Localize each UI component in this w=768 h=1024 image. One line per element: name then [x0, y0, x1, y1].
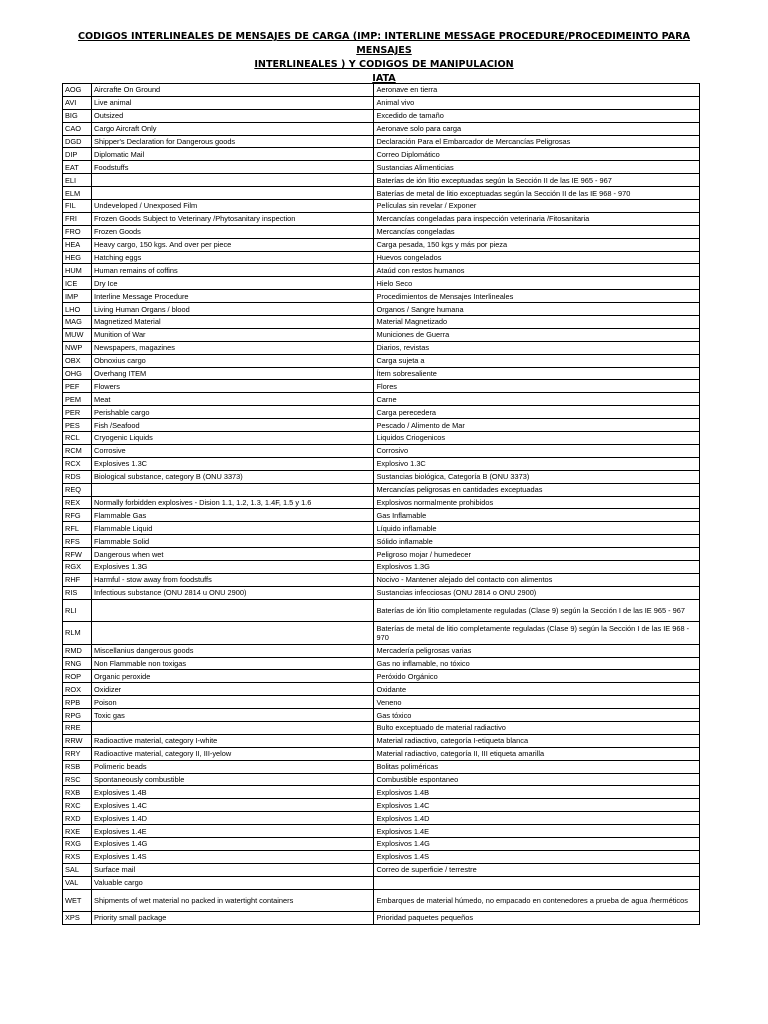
table-row: [63, 354, 700, 367]
spanish-description-cell: Sustancias biológica, Categoría B (ONU 3373): [374, 470, 700, 483]
table-row: [63, 644, 700, 657]
spanish-description-cell: Hielo Seco: [374, 277, 700, 290]
code-cell: DIP: [63, 148, 92, 161]
code-cell: ELI: [63, 174, 92, 187]
table-row: [63, 238, 700, 251]
spanish-description-cell: Combustible espontaneo: [374, 773, 700, 786]
spanish-description-cell: Declaración Para el Embarcador de Mercancías Peligrosas: [374, 135, 700, 148]
table-row: [63, 670, 700, 683]
code-cell: AVI: [63, 96, 92, 109]
code-cell: RHF: [63, 573, 92, 586]
spanish-description-cell: Mercancías congeladas para inspección veterinaria /Fitosanitaria: [374, 212, 700, 225]
table-row: [63, 212, 700, 225]
code-cell: EAT: [63, 161, 92, 174]
spanish-description-cell: Ítem sobresaliente: [374, 367, 700, 380]
english-description-cell: Polimeric beads: [92, 760, 374, 773]
code-cell: PEF: [63, 380, 92, 393]
english-description-cell: Fish /Seafood: [92, 419, 374, 432]
english-description-cell: Outsized: [92, 109, 374, 122]
english-description-cell: Dangerous when wet: [92, 548, 374, 561]
english-description-cell: Explosives 1.4E: [92, 825, 374, 838]
english-description-cell: Meat: [92, 393, 374, 406]
english-description-cell: Harmful - stow away from foodstuffs: [92, 573, 374, 586]
english-description-cell: Heavy cargo, 150 kgs. And over per piece: [92, 238, 374, 251]
code-cell: ICE: [63, 277, 92, 290]
english-description-cell: Non Flammable non toxigas: [92, 657, 374, 670]
spanish-description-cell: Ataúd con restos humanos: [374, 264, 700, 277]
spanish-description-cell: Animal vivo: [374, 96, 700, 109]
table-row: [63, 522, 700, 535]
english-description-cell: Interline Message Procedure: [92, 290, 374, 303]
code-cell: RPB: [63, 696, 92, 709]
spanish-description-cell: Nocivo - Mantener alejado del contacto con alimentos: [374, 573, 700, 586]
table-row: [63, 657, 700, 670]
code-cell: RLI: [63, 599, 92, 622]
table-row: [63, 277, 700, 290]
spanish-description-cell: Líquido inflamable: [374, 522, 700, 535]
table-row: [63, 96, 700, 109]
code-cell: BIG: [63, 109, 92, 122]
english-description-cell: Valuable cargo: [92, 876, 374, 889]
code-cell: WET: [63, 889, 92, 912]
table-row: [63, 912, 700, 925]
code-cell: NWP: [63, 341, 92, 354]
code-cell: RFG: [63, 509, 92, 522]
table-row: [63, 135, 700, 148]
code-cell: MUW: [63, 328, 92, 341]
spanish-description-cell: Pescado / Alimento de Mar: [374, 419, 700, 432]
spanish-description-cell: Excedido de tamaño: [374, 109, 700, 122]
english-description-cell: Flammable Liquid: [92, 522, 374, 535]
table-row: [63, 341, 700, 354]
table-row: [63, 586, 700, 599]
table-row: [63, 535, 700, 548]
spanish-description-cell: Bolitas poliméricas: [374, 760, 700, 773]
table-row: [63, 432, 700, 445]
code-cell: XPS: [63, 912, 92, 925]
spanish-description-cell: Explosivos 1.4E: [374, 825, 700, 838]
spanish-description-cell: Peligroso mojar / humedecer: [374, 548, 700, 561]
table-row: [63, 721, 700, 734]
spanish-description-cell: Baterías de ión litio completamente reguladas (Clase 9) según la Sección I de las IE 965 - 967: [374, 599, 700, 622]
code-cell: RXS: [63, 850, 92, 863]
english-description-cell: Explosives 1.4B: [92, 786, 374, 799]
english-description-cell: Frozen Goods Subject to Veterinary /Phytosanitary inspection: [92, 212, 374, 225]
english-description-cell: Surface mail: [92, 863, 374, 876]
spanish-description-cell: Correo de superficie / terrestre: [374, 863, 700, 876]
table-row: [63, 483, 700, 496]
spanish-description-cell: Carga pesada, 150 kgs y más por pieza: [374, 238, 700, 251]
english-description-cell: [92, 599, 374, 622]
spanish-description-cell: Material radiactivo, categoría I-etiqueta blanca: [374, 734, 700, 747]
code-cell: DGD: [63, 135, 92, 148]
spanish-description-cell: Organos / Sangre humana: [374, 303, 700, 316]
table-row: [63, 444, 700, 457]
english-description-cell: Radioactive material, category I-white: [92, 734, 374, 747]
english-description-cell: Explosives 1.3C: [92, 457, 374, 470]
table-row: [63, 419, 700, 432]
table-row: [63, 470, 700, 483]
code-cell: RLM: [63, 622, 92, 645]
code-cell: FIL: [63, 200, 92, 213]
english-description-cell: Hatching eggs: [92, 251, 374, 264]
english-description-cell: Shipper's Declaration for Dangerous goods: [92, 135, 374, 148]
table-row: [63, 799, 700, 812]
english-description-cell: Live animal: [92, 96, 374, 109]
english-description-cell: [92, 622, 374, 645]
english-description-cell: Flowers: [92, 380, 374, 393]
table-row: [63, 773, 700, 786]
code-cell: IMP: [63, 290, 92, 303]
english-description-cell: Biological substance, category B (ONU 3373): [92, 470, 374, 483]
english-description-cell: Infectious substance (ONU 2814 u ONU 2900): [92, 586, 374, 599]
code-cell: FRO: [63, 225, 92, 238]
spanish-description-cell: Películas sin revelar / Exponer: [374, 200, 700, 213]
spanish-description-cell: Mercadería peligrosas varias: [374, 644, 700, 657]
spanish-description-cell: Baterías de ión litio exceptuadas según la Sección II de las IE 965 - 967: [374, 174, 700, 187]
table-row: [63, 393, 700, 406]
code-cell: RMD: [63, 644, 92, 657]
english-description-cell: Undeveloped / Unexposed Film: [92, 200, 374, 213]
table-row: [63, 109, 700, 122]
code-cell: CAO: [63, 122, 92, 135]
spanish-description-cell: Diarios, revistas: [374, 341, 700, 354]
table-row: [63, 148, 700, 161]
table-row: [63, 200, 700, 213]
english-description-cell: Dry Ice: [92, 277, 374, 290]
spanish-description-cell: Gas tóxico: [374, 709, 700, 722]
code-cell: MAG: [63, 316, 92, 329]
spanish-description-cell: Gas Inflamable: [374, 509, 700, 522]
code-cell: REQ: [63, 483, 92, 496]
table-row: [63, 734, 700, 747]
spanish-description-cell: Sólido inflamable: [374, 535, 700, 548]
english-description-cell: Miscellanius dangerous goods: [92, 644, 374, 657]
table-row: [63, 290, 700, 303]
table-row: [63, 747, 700, 760]
english-description-cell: Aircrafte On Ground: [92, 84, 374, 97]
spanish-description-cell: Bulto exceptuado de material radiactivo: [374, 721, 700, 734]
code-cell: VAL: [63, 876, 92, 889]
table-row: [63, 316, 700, 329]
spanish-description-cell: Baterías de metal de litio exceptuadas según la Sección II de las IE 968 - 970: [374, 187, 700, 200]
spanish-description-cell: Procedimientos de Mensajes Interlineales: [374, 290, 700, 303]
table-row: [63, 696, 700, 709]
english-description-cell: Radioactive material, category II, III-yelow: [92, 747, 374, 760]
table-row: [63, 84, 700, 97]
english-description-cell: Spontaneously combustible: [92, 773, 374, 786]
english-description-cell: Munition of War: [92, 328, 374, 341]
code-cell: RSC: [63, 773, 92, 786]
code-cell: RXB: [63, 786, 92, 799]
code-cell: RCM: [63, 444, 92, 457]
spanish-description-cell: [374, 876, 700, 889]
code-cell: RGX: [63, 560, 92, 573]
spanish-description-cell: Carga sujeta a: [374, 354, 700, 367]
english-description-cell: [92, 187, 374, 200]
table-row: [63, 251, 700, 264]
table-row: [63, 599, 700, 622]
code-cell: RRE: [63, 721, 92, 734]
english-description-cell: Diplomatic Mail: [92, 148, 374, 161]
table-row: [63, 328, 700, 341]
spanish-description-cell: Peróxido Orgánico: [374, 670, 700, 683]
english-description-cell: Newspapers, magazines: [92, 341, 374, 354]
english-description-cell: Foodstuffs: [92, 161, 374, 174]
code-cell: RCX: [63, 457, 92, 470]
spanish-description-cell: Flores: [374, 380, 700, 393]
table-row: [63, 786, 700, 799]
english-description-cell: [92, 174, 374, 187]
english-description-cell: Frozen Goods: [92, 225, 374, 238]
table-row: [63, 496, 700, 509]
code-cell: RDS: [63, 470, 92, 483]
table-row: [63, 812, 700, 825]
code-cell: PER: [63, 406, 92, 419]
spanish-description-cell: Huevos congelados: [374, 251, 700, 264]
table-row: [63, 303, 700, 316]
spanish-description-cell: Liquidos Criogenicos: [374, 432, 700, 445]
code-cell: HEA: [63, 238, 92, 251]
spanish-description-cell: Mercancías peligrosas en cantidades exceptuadas: [374, 483, 700, 496]
handling-codes-body: [63, 84, 700, 925]
spanish-description-cell: Corrosivo: [374, 444, 700, 457]
spanish-description-cell: Aeronave en tierra: [374, 84, 700, 97]
table-row: [63, 225, 700, 238]
handling-codes-table: [62, 83, 700, 925]
code-cell: AOG: [63, 84, 92, 97]
title-line-1: CODIGOS INTERLINEALES DE MENSAJES DE CARGA (IMP: INTERLINE MESSAGE PROCEDURE/PROCEDIMEINTO PARA MENSAJES: [77, 31, 691, 56]
english-description-cell: Living Human Organs / blood: [92, 303, 374, 316]
spanish-description-cell: Explosivos 1.3G: [374, 560, 700, 573]
table-row: [63, 760, 700, 773]
table-row: [63, 560, 700, 573]
code-cell: RRY: [63, 747, 92, 760]
spanish-description-cell: Explosivos 1.4S: [374, 850, 700, 863]
code-cell: HEG: [63, 251, 92, 264]
english-description-cell: Explosives 1.4C: [92, 799, 374, 812]
table-row: [63, 709, 700, 722]
spanish-description-cell: Baterías de metal de litio completamente reguladas (Clase 9) según la Sección I de las IE 968 - 970: [374, 622, 700, 645]
english-description-cell: Shipments of wet material no packed in watertight containers: [92, 889, 374, 912]
spanish-description-cell: Material Magnetizado: [374, 316, 700, 329]
table-row: [63, 367, 700, 380]
code-cell: RPG: [63, 709, 92, 722]
code-cell: OBX: [63, 354, 92, 367]
spanish-description-cell: Material radiactivo, categoría II, III etiqueta amarilla: [374, 747, 700, 760]
table-row: [63, 457, 700, 470]
code-cell: ROP: [63, 670, 92, 683]
table-row: [63, 380, 700, 393]
english-description-cell: Cryogenic Liquids: [92, 432, 374, 445]
code-cell: RSB: [63, 760, 92, 773]
spanish-description-cell: Explosivos normalmente prohibidos: [374, 496, 700, 509]
code-cell: RXC: [63, 799, 92, 812]
table-row: [63, 825, 700, 838]
code-cell: RXE: [63, 825, 92, 838]
code-cell: RIS: [63, 586, 92, 599]
spanish-description-cell: Explosivos 1.4B: [374, 786, 700, 799]
title-line-3: IATA: [372, 73, 396, 84]
code-cell: LHO: [63, 303, 92, 316]
spanish-description-cell: Municiones de Guerra: [374, 328, 700, 341]
spanish-description-cell: Prioridad paquetes pequeños: [374, 912, 700, 925]
english-description-cell: Oxidizer: [92, 683, 374, 696]
code-cell: PES: [63, 419, 92, 432]
code-cell: OHG: [63, 367, 92, 380]
code-cell: HUM: [63, 264, 92, 277]
table-row: [63, 548, 700, 561]
english-description-cell: Normally forbidden explosives - Dision 1.1, 1.2, 1.3, 1.4F, 1.5 y 1.6: [92, 496, 374, 509]
english-description-cell: Flammable Gas: [92, 509, 374, 522]
english-description-cell: Explosives 1.3G: [92, 560, 374, 573]
english-description-cell: Obnoxius cargo: [92, 354, 374, 367]
spanish-description-cell: Embarques de material húmedo, no empacado en contenedores a prueba de agua /herméticos: [374, 889, 700, 912]
code-cell: RXG: [63, 837, 92, 850]
code-cell: FRI: [63, 212, 92, 225]
english-description-cell: Corrosive: [92, 444, 374, 457]
code-cell: SAL: [63, 863, 92, 876]
spanish-description-cell: Aeronave solo para carga: [374, 122, 700, 135]
table-row: [63, 122, 700, 135]
table-row: [63, 174, 700, 187]
english-description-cell: Explosives 1.4S: [92, 850, 374, 863]
code-cell: RNG: [63, 657, 92, 670]
spanish-description-cell: Carne: [374, 393, 700, 406]
code-cell: RRW: [63, 734, 92, 747]
code-cell: PEM: [63, 393, 92, 406]
code-cell: ROX: [63, 683, 92, 696]
code-cell: REX: [63, 496, 92, 509]
spanish-description-cell: Sustancias infecciosas (ONU 2814 o ONU 2900): [374, 586, 700, 599]
spanish-description-cell: Oxidante: [374, 683, 700, 696]
spanish-description-cell: Carga perecedera: [374, 406, 700, 419]
spanish-description-cell: Explosivos 1.4D: [374, 812, 700, 825]
table-row: [63, 876, 700, 889]
spanish-description-cell: Veneno: [374, 696, 700, 709]
english-description-cell: Cargo Aircraft Only: [92, 122, 374, 135]
table-row: [63, 837, 700, 850]
table-row: [63, 889, 700, 912]
spanish-description-cell: Correo Diplomático: [374, 148, 700, 161]
english-description-cell: [92, 483, 374, 496]
english-description-cell: Explosives 1.4G: [92, 837, 374, 850]
table-row: [63, 863, 700, 876]
english-description-cell: Perishable cargo: [92, 406, 374, 419]
spanish-description-cell: Explosivos 1.4G: [374, 837, 700, 850]
english-description-cell: Overhang ITEM: [92, 367, 374, 380]
table-row: [63, 187, 700, 200]
code-cell: ELM: [63, 187, 92, 200]
spanish-description-cell: Sustancias Alimenticias: [374, 161, 700, 174]
table-row: [63, 622, 700, 645]
table-row: [63, 264, 700, 277]
english-description-cell: Toxic gas: [92, 709, 374, 722]
table-row: [63, 573, 700, 586]
english-description-cell: Explosives 1.4D: [92, 812, 374, 825]
spanish-description-cell: Gas no inflamable, no tóxico: [374, 657, 700, 670]
english-description-cell: Human remains of coffins: [92, 264, 374, 277]
table-row: [63, 850, 700, 863]
code-cell: RFS: [63, 535, 92, 548]
english-description-cell: Organic peroxide: [92, 670, 374, 683]
english-description-cell: Flammable Solid: [92, 535, 374, 548]
document-title: [60, 30, 708, 86]
code-cell: RFL: [63, 522, 92, 535]
code-cell: RXD: [63, 812, 92, 825]
table-row: [63, 406, 700, 419]
english-description-cell: Magnetized Material: [92, 316, 374, 329]
code-cell: RCL: [63, 432, 92, 445]
table-row: [63, 683, 700, 696]
spanish-description-cell: Explosivos 1.4C: [374, 799, 700, 812]
table-row: [63, 509, 700, 522]
english-description-cell: [92, 721, 374, 734]
spanish-description-cell: Mercancías congeladas: [374, 225, 700, 238]
english-description-cell: Priority small package: [92, 912, 374, 925]
english-description-cell: Poison: [92, 696, 374, 709]
spanish-description-cell: Explosivo 1.3C: [374, 457, 700, 470]
table-row: [63, 161, 700, 174]
code-cell: RFW: [63, 548, 92, 561]
title-line-2: INTERLINEALES ) Y CODIGOS DE MANIPULACION: [254, 59, 514, 70]
